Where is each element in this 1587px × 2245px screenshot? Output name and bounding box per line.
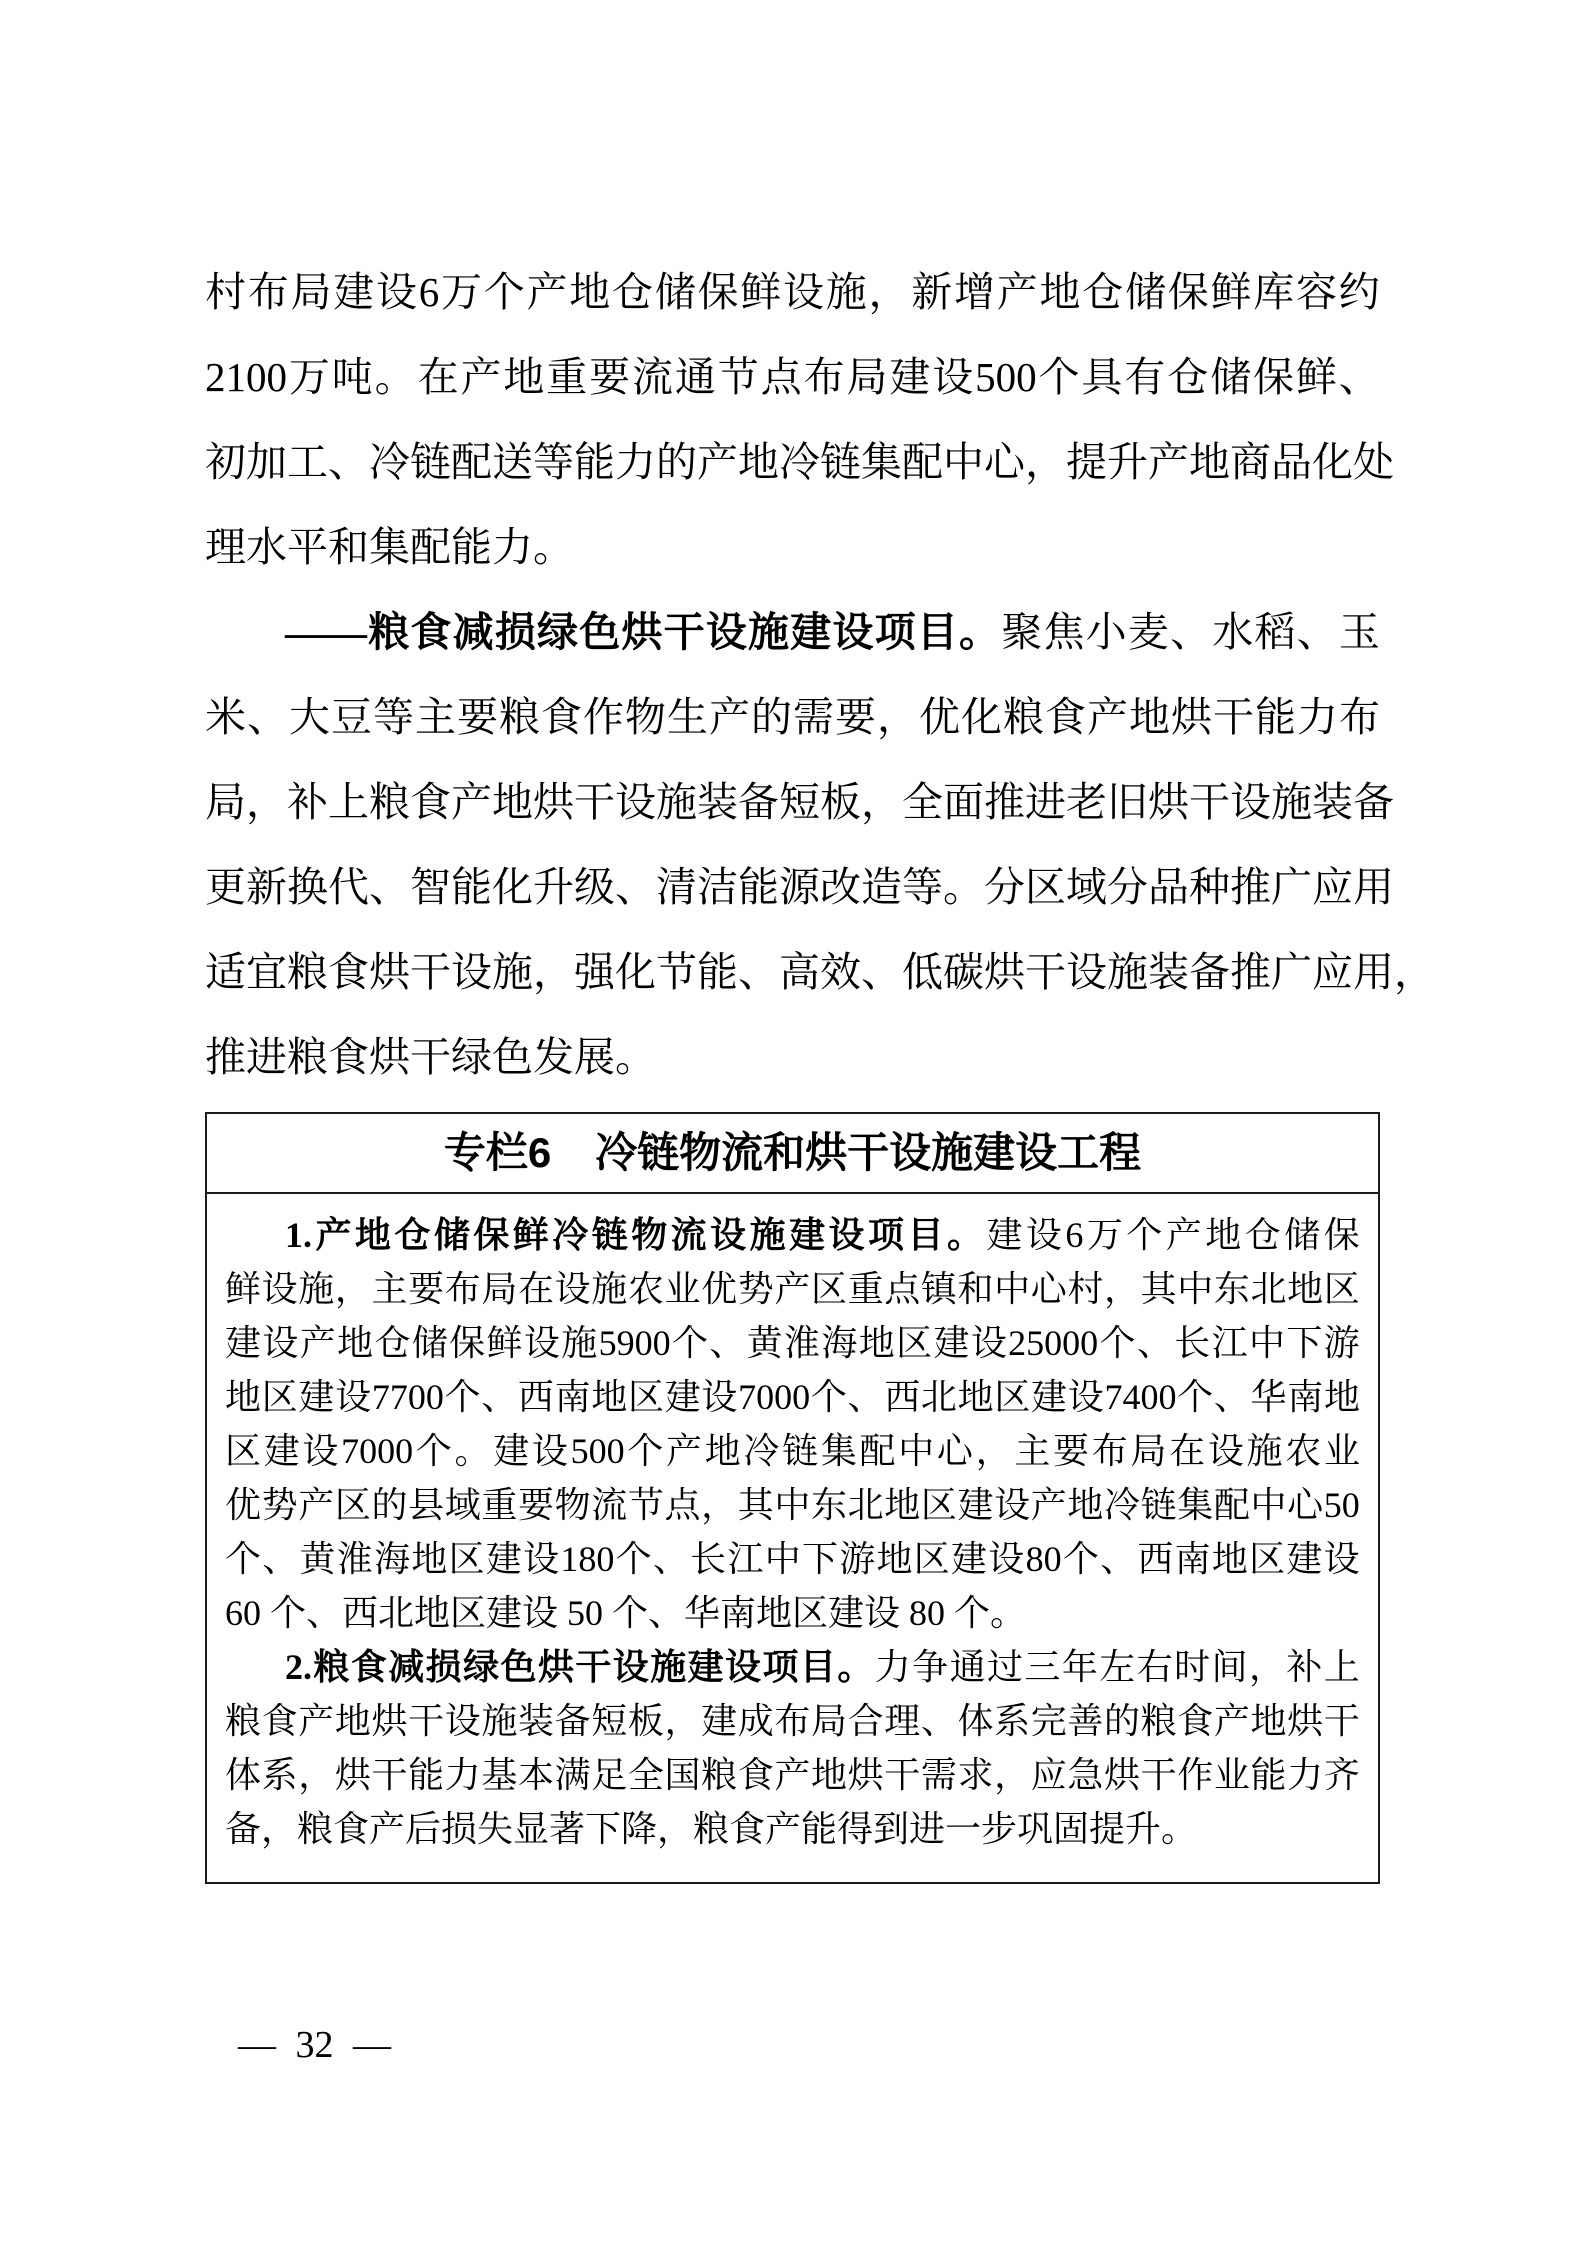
body-text — [205, 250, 1435, 1100]
text-line: 备，粮食产后损失显著下降，粮食产能得到进一步巩固提升。 — [225, 1809, 1198, 1849]
box-title-name: 冷链物流和烘干设施建设工程 — [595, 1129, 1142, 1176]
text-line: 2. 粮 食 减 损 绿 色 烘 干 设 施 建 设 项 目 。 力 争 通 过 三 年 左 右 时 间 ， 补 上 — [285, 1647, 1360, 1687]
text-line: 粮 食 产 地 烘 干 设 施 装 备 短 板 ， 建 成 布 局 合 理 、 体 系 完 善 的 粮 食 产 地 烘 干 — [225, 1701, 1360, 1741]
text-line: 个 、 黄 淮 海 地 区 建 设 180 个 、 长 江 中 下 游 地 区 建 设 80 个 、 西 南 地 区 建 设 — [225, 1539, 1360, 1579]
text-line: 理水平和集配能力。 — [205, 524, 574, 570]
text-line: 初 加 工 、 冷 链 配 送 等 能 力 的 产 地 冷 链 集 配 中 心 ， 提 升 产 地 商 品 化 处 — [205, 439, 1394, 485]
text-line: 2100 万 吨 。 在 产 地 重 要 流 通 节 点 布 局 建 设 500 个 具 有 仓 储 保 鲜 、 — [205, 354, 1380, 400]
text-line: 区 建 设 7000 个 。 建 设 500 个 产 地 冷 链 集 配 中 心 ， 主 要 布 局 在 设 施 农 业 — [225, 1431, 1360, 1471]
text-line: 适 宜 粮 食 烘 干 设 施 ， 强 化 节 能 、 高 效 、 低 碳 烘 干 设 施 装 备 推 广 应 用 ， — [205, 949, 1435, 995]
text-line: 建 设 产 地 仓 储 保 鲜 设 施 5900 个 、 黄 淮 海 地 区 建 设 25000 个 、 长 江 中 下 游 — [225, 1323, 1360, 1363]
text-line: 局 ， 补 上 粮 食 产 地 烘 干 设 施 装 备 短 板 ， 全 面 推 进 老 旧 烘 干 设 施 装 备 — [205, 779, 1394, 825]
text-line: 地 区 建 设 7700 个 、 西 南 地 区 建 设 7000 个 、 西 北 地 区 建 设 7400 个 、 华 南 地 — [225, 1377, 1360, 1417]
text-line: 推进粮食烘干绿色发展。 — [205, 1034, 656, 1080]
callout-box — [205, 1112, 1380, 1884]
text-line: 鲜 设 施 ， 主 要 布 局 在 设 施 农 业 优 势 产 区 重 点 镇 和 中 心 村 ， 其 中 东 北 地 区 — [225, 1269, 1360, 1309]
box-title-label: 专栏6 — [443, 1129, 552, 1176]
box-title — [207, 1114, 1378, 1194]
text-line: 米 、 大 豆 等 主 要 粮 食 作 物 生 产 的 需 要 ， 优 化 粮 食 产 地 烘 干 能 力 布 — [205, 694, 1380, 740]
page-number: — 32 — — [238, 2024, 391, 2066]
text-line: 村 布 局 建 设 6 万 个 产 地 仓 储 保 鲜 设 施 ， 新 增 产 地 仓 储 保 鲜 库 容 约 — [205, 269, 1380, 315]
box-content — [207, 1194, 1378, 1882]
text-line: 60 个、西北地区建设 50 个、华南地区建设 80 个。 — [225, 1593, 1027, 1633]
text-line: 更 新 换 代 、 智 能 化 升 级 、 清 洁 能 源 改 造 等 。 分 区 域 分 品 种 推 广 应 用 — [205, 864, 1394, 910]
text-line: —— 粮 食 减 损 绿 色 烘 干 设 施 建 设 项 目 。 聚 焦 小 麦 、 水 稻 、 玉 — [285, 609, 1380, 655]
text-line: 优 势 产 区 的 县 域 重 要 物 流 节 点 ， 其 中 东 北 地 区 建 设 产 地 冷 链 集 配 中 心 50 — [225, 1485, 1360, 1525]
text-line: 体 系 ， 烘 干 能 力 基 本 满 足 全 国 粮 食 产 地 烘 干 需 求 ， 应 急 烘 干 作 业 能 力 齐 — [225, 1755, 1360, 1795]
text-line: 1. 产 地 仓 储 保 鲜 冷 链 物 流 设 施 建 设 项 目 。 建 设 6 万 个 产 地 仓 储 保 — [285, 1215, 1360, 1255]
